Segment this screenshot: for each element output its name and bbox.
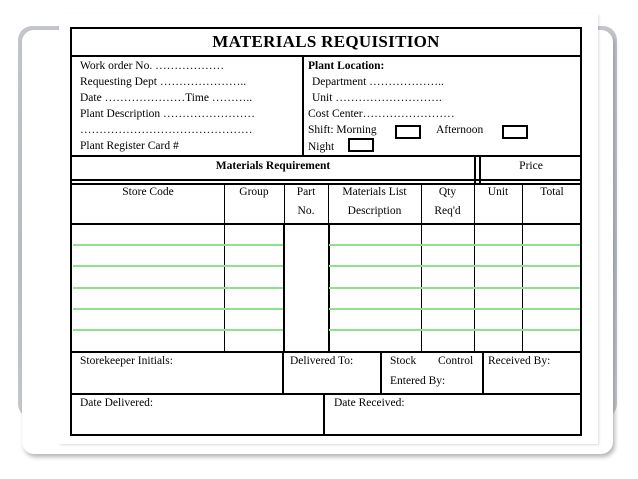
part-header-line2: No.: [297, 205, 315, 217]
date-time-field: Date …………………Time ………..: [80, 92, 253, 104]
footer-divider: [380, 351, 382, 393]
plant-description-continued: ………………………………………: [80, 124, 253, 136]
materials-requirement-header: Materials Requirement: [215, 160, 331, 172]
info-column-divider: [302, 55, 304, 155]
group-header: Group: [239, 186, 269, 198]
entry-row-line: [73, 308, 283, 310]
price-header: Price: [519, 160, 543, 172]
entry-row-line: [329, 265, 580, 267]
section-bottom-line-1: [72, 179, 582, 181]
entry-row-line: [73, 265, 283, 267]
col-divider: [421, 183, 422, 223]
night-checkbox[interactable]: [348, 138, 374, 152]
unit-header: Unit: [487, 186, 509, 198]
entry-row-line: [329, 287, 580, 289]
footer-middle-line: [72, 393, 582, 395]
materials-requisition-form: [70, 27, 582, 436]
date-delivered-label: Date Delivered:: [80, 397, 154, 409]
received-by-label: Received By:: [488, 355, 551, 367]
entry-row-line: [329, 244, 580, 246]
col-divider: [522, 183, 523, 223]
col-divider: [284, 183, 285, 223]
col-divider: [283, 223, 285, 351]
entered-by-label: Entered By:: [390, 375, 446, 387]
shift-morning-label: Shift: Morning: [308, 124, 377, 136]
col-divider: [224, 183, 225, 223]
header-bottom-line: [72, 223, 582, 225]
afternoon-label: Afternoon: [436, 124, 484, 136]
date-divider: [323, 393, 325, 436]
date-received-label: Date Received:: [334, 397, 405, 409]
qty-header-line1: Qty: [438, 186, 457, 198]
plant-description-field: Plant Description ……………………: [80, 108, 256, 120]
requesting-dept-field: Requesting Dept …………………..: [80, 76, 247, 88]
section-bottom-line-2: [72, 183, 582, 185]
col-divider: [328, 183, 329, 223]
total-header: Total: [540, 186, 564, 198]
control-label: Control: [438, 355, 474, 367]
section-top-line: [72, 155, 582, 157]
plant-register-card-field: Plant Register Card #: [80, 140, 179, 152]
footer-divider: [282, 351, 284, 393]
storekeeper-initials-label: Storekeeper Initials:: [80, 355, 173, 367]
entry-row-line: [73, 287, 283, 289]
qty-header-line2: Req'd: [434, 205, 461, 217]
entry-row-line: [329, 329, 580, 331]
entry-row-line: [329, 308, 580, 310]
department-field: Department ………………..: [312, 76, 444, 88]
entry-row-line: [73, 329, 283, 331]
store-code-header: Store Code: [122, 186, 174, 198]
col-divider: [474, 183, 475, 223]
part-header-line1: Part: [296, 186, 316, 198]
entry-row-line: [73, 244, 283, 246]
stock-label: Stock: [390, 355, 417, 367]
footer-top-line: [72, 351, 582, 353]
cost-center-field: Cost Center……………………: [308, 108, 455, 120]
delivered-to-label: Delivered To:: [290, 355, 354, 367]
unit-field: Unit ……………………….: [312, 92, 442, 104]
work-order-field: Work order No. ………………: [80, 60, 225, 72]
afternoon-checkbox[interactable]: [502, 125, 528, 139]
night-label: Night: [308, 141, 335, 153]
plant-location-heading: Plant Location:: [308, 60, 385, 72]
morning-checkbox[interactable]: [395, 125, 421, 139]
title-divider: [72, 55, 582, 57]
footer-divider: [482, 351, 484, 393]
materials-list-header-line2: Description: [347, 205, 402, 217]
materials-list-header-line1: Materials List: [342, 186, 407, 198]
form-title: MATERIALS REQUISITION: [212, 32, 440, 51]
